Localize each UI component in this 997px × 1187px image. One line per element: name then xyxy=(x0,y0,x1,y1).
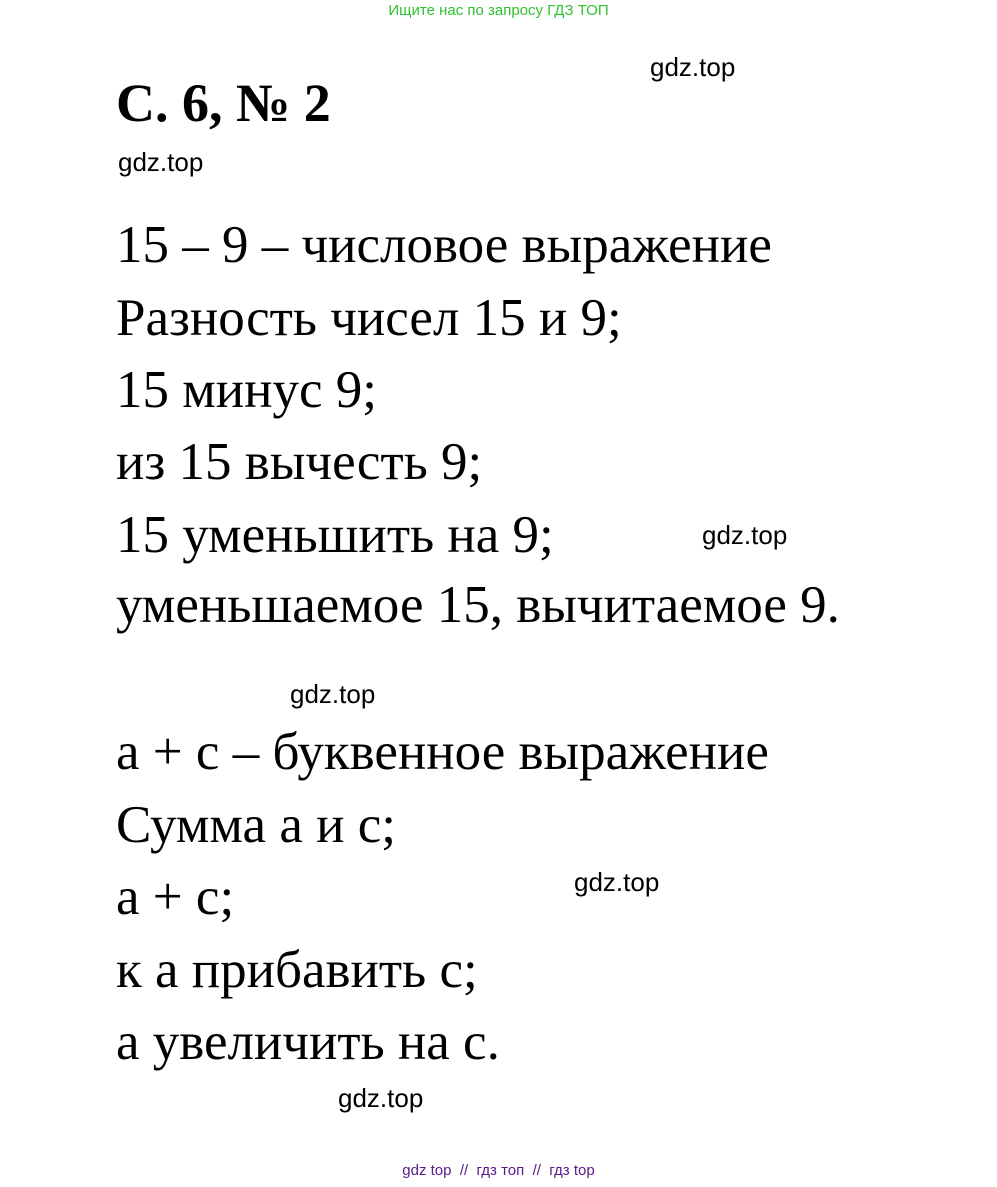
search-banner[interactable]: Ищите нас по запросу ГДЗ ТОП xyxy=(388,2,609,19)
footer-links[interactable]: gdz top // гдз топ // гдз top xyxy=(402,1162,595,1179)
text-line: 15 – 9 – числовое выражение xyxy=(116,216,772,274)
text-line: 15 минус 9; xyxy=(116,361,378,419)
watermark: gdz.top xyxy=(290,679,376,709)
watermark: gdz.top xyxy=(702,520,788,550)
watermark: gdz.top xyxy=(574,867,660,897)
text-line: Сумма а и с; xyxy=(116,796,396,854)
page-title: С. 6, № 2 xyxy=(116,73,331,133)
watermark: gdz.top xyxy=(650,52,736,82)
text-line: а увеличить на с. xyxy=(116,1013,500,1071)
text-line: к а прибавить с; xyxy=(116,941,478,999)
watermark: gdz.top xyxy=(118,147,204,177)
text-line: Разность чисел 15 и 9; xyxy=(116,289,622,347)
text-line: 15 уменьшить на 9; xyxy=(116,506,554,564)
text-line: а + с – буквенное выражение xyxy=(116,723,769,781)
watermark: gdz.top xyxy=(338,1083,424,1113)
text-line: а + с; xyxy=(116,868,235,926)
text-line: уменьшаемое 15, вычитаемое 9. xyxy=(116,576,840,634)
text-line: из 15 вычесть 9; xyxy=(116,433,483,491)
